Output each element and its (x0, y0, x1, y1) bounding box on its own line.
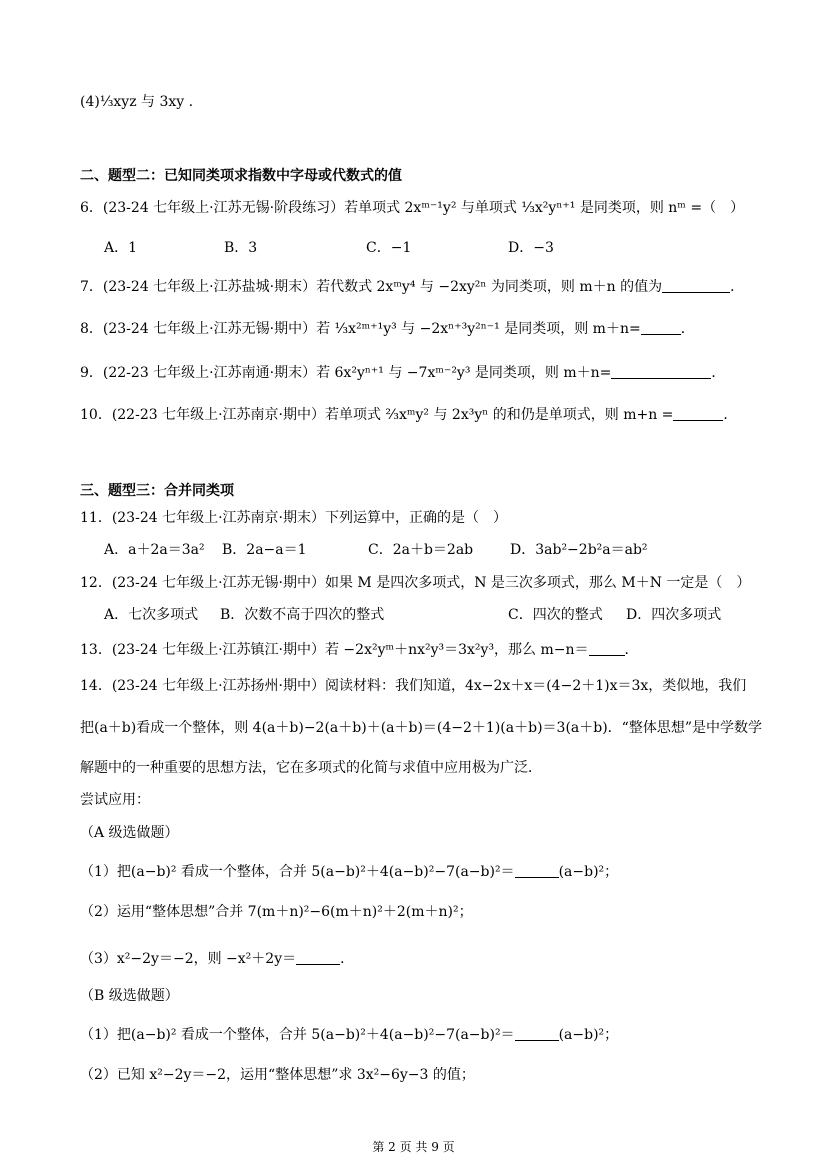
option-a: A．七次多项式 (104, 607, 199, 623)
question-13: 13．(23-24 七年级上·江苏镇江·期中）若 −2x²yᵐ＋nx²y³＝3x²y³，那么 m−n＝ ． (80, 642, 639, 658)
question-11: 11．(23-24 七年级上·江苏南京·期末）下列运算中，正确的是（ ） (80, 510, 507, 526)
answer-blank (515, 1026, 559, 1041)
option-b: B．次数不高于四次的整式 (220, 607, 385, 623)
question-14-line-2: 把(a＋b)看成一个整体，则 4(a＋b)−2(a＋b)＋(a＋b)＝(4−2＋1)(a＋b)＝3(a＋b)．“整体思想”是中学数学 (80, 720, 762, 736)
answer-blank (662, 278, 730, 293)
option-b: B．2a−a＝1 (222, 542, 307, 558)
level-a-q2: （2）运用“整体思想”合并 7(m＋n)²−6(m＋n)²＋2(m＋n)²； (80, 904, 473, 920)
section-2-title: 二、题型二：已知同类项求指数中字母或代数式的值 (80, 168, 402, 184)
answer-blank (515, 863, 559, 878)
question-14-line-3: 解题中的一种重要的思想方法，它在多项式的化简与求值中应用极为广泛． (80, 760, 542, 776)
option-d: D．3ab²−2b²a＝ab² (510, 542, 648, 558)
option-c: C．2a＋b＝2ab (368, 542, 474, 558)
answer-blank (673, 406, 723, 421)
question-12-options (104, 607, 721, 624)
option-a: A．a＋2a＝3a² (104, 542, 205, 558)
question-6-options (104, 240, 554, 257)
answer-blank (611, 364, 711, 379)
level-a-heading: （A 级选做题） (80, 825, 179, 841)
try-heading: 尝试应用： (80, 792, 150, 808)
question-14-line-1: 14．(23-24 七年级上·江苏扬州·期中）阅读材料：我们知道，4x−2x＋x＝(4−2＋1)x＝3x，类似地，我们 (80, 678, 747, 694)
question-8: 8．(23-24 七年级上·江苏无锡·期中）若 ⅓x²ᵐ⁺¹y³ 与 −2xⁿ⁺³y²ⁿ⁻¹ 是同类项，则 m＋n= ． (80, 321, 695, 337)
answer-blank (641, 320, 681, 335)
question-4-part: (4)⅓xyz 与 3xy . (80, 94, 194, 110)
level-a-q1: （1）把(a−b)² 看成一个整体，合并 5(a−b)²＋4(a−b)²−7(a−b)²＝ (a−b)²； (80, 864, 619, 880)
question-11-options (104, 542, 648, 559)
option-a: A．1 (104, 240, 138, 256)
answer-blank (296, 950, 340, 965)
question-6: 6．(23-24 七年级上·江苏无锡·阶段练习）若单项式 2xᵐ⁻¹y² 与单项式 ⅓x²yⁿ⁺¹ 是同类项，则 nᵐ =（ ） (80, 200, 745, 216)
option-c: C．四次的整式 (508, 607, 603, 623)
question-9: 9．(22-23 七年级上·江苏南通·期末）若 6x²yⁿ⁺¹ 与 −7xᵐ⁻²y³ 是同类项，则 m＋n= ． (80, 365, 726, 381)
question-12: 12．(23-24 七年级上·江苏无锡·期中）如果 M 是四次多项式，N 是三次多项式，那么 M＋N 一定是（ ） (80, 575, 751, 591)
question-7: 7．(23-24 七年级上·江苏盐城·期末）若代数式 2xᵐy⁴ 与 −2xy²ⁿ 为同类项，则 m＋n 的值为 ． (80, 279, 745, 295)
level-b-q1: （1）把(a−b)² 看成一个整体，合并 5(a−b)²＋4(a−b)²−7(a−b)²＝ (a−b)²； (80, 1027, 619, 1043)
option-b: B．3 (224, 240, 258, 256)
option-d: D．四次多项式 (626, 607, 722, 623)
option-d: D．−3 (508, 240, 554, 256)
question-10: 10．(22-23 七年级上·江苏南京·期中）若单项式 ⅔xᵐy² 与 2x³yⁿ 的和仍是单项式，则 m+n = ． (80, 407, 738, 423)
section-3-title: 三、题型三：合并同类项 (80, 483, 234, 499)
level-b-heading: （B 级选做题） (80, 988, 179, 1004)
level-a-q3: （3）x²−2y＝−2，则 −x²＋2y＝ ． (80, 951, 355, 967)
answer-blank (589, 641, 625, 656)
page-footer: 第 2 页 共 9 页 (372, 1140, 455, 1154)
level-b-q2: （2）已知 x²−2y＝−2，运用“整体思想”求 3x²−6y−3 的值； (80, 1067, 475, 1083)
option-c: C．−1 (366, 240, 412, 256)
